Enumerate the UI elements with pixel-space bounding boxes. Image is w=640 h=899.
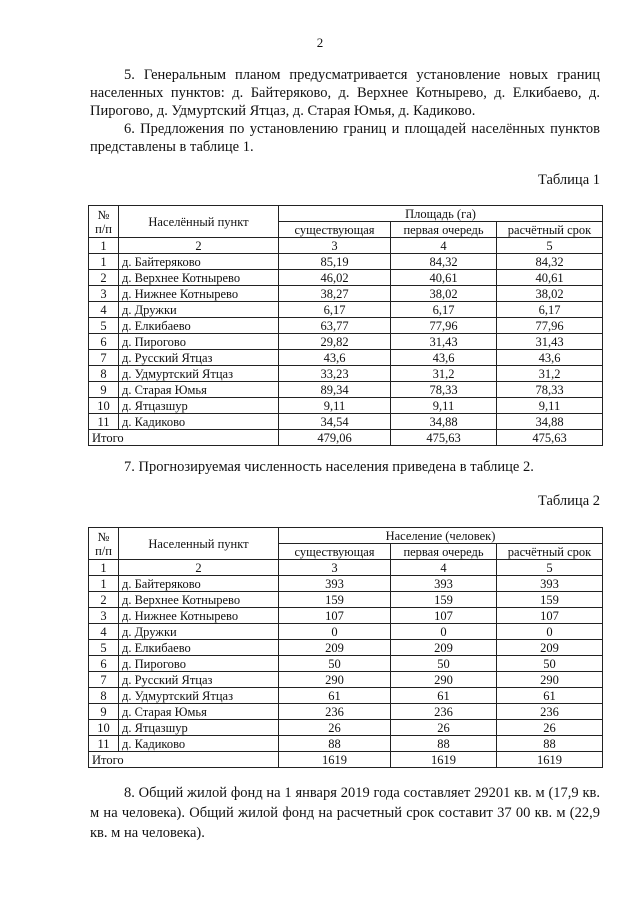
table-1-header-group: Площадь (га): [279, 206, 603, 222]
table-1-value-cell: 40,61: [497, 270, 603, 286]
table-2-value-cell: 159: [497, 592, 603, 608]
table-2-row: [89, 608, 603, 624]
table-2-row: [89, 624, 603, 640]
table-1-value-cell: 6,17: [279, 302, 391, 318]
table-2-header-row: [89, 528, 603, 544]
table-1-value-cell: 84,32: [497, 254, 603, 270]
table-2-num-cell: 5: [89, 640, 119, 656]
table-1-row: [89, 334, 603, 350]
table-1-value-cell: 9,11: [497, 398, 603, 414]
table-1-name-cell: д. Удмуртский Ятцаз: [119, 366, 279, 382]
table-1-value-cell: 85,19: [279, 254, 391, 270]
table-1-value-cell: 43,6: [391, 350, 497, 366]
table-1-value-cell: 78,33: [497, 382, 603, 398]
table-2-name-cell: д. Русский Ятцаз: [119, 672, 279, 688]
table-2-value-cell: 50: [279, 656, 391, 672]
table-2-total-cell: 1619: [391, 752, 497, 768]
table-1-name-cell: д. Дружки: [119, 302, 279, 318]
table-2-value-cell: 107: [391, 608, 497, 624]
table-2-row: [89, 704, 603, 720]
table-1-value-cell: 43,6: [279, 350, 391, 366]
table-2-value-cell: 393: [279, 576, 391, 592]
table-2-value-cell: 236: [391, 704, 497, 720]
table-1-value-cell: 43,6: [497, 350, 603, 366]
table-2-value-cell: 290: [391, 672, 497, 688]
table-1-row: [89, 254, 603, 270]
paragraph-8: [90, 783, 600, 843]
table-1-num-cell: 5: [89, 318, 119, 334]
table-1-value-cell: 6,17: [391, 302, 497, 318]
table-2-value-cell: 393: [497, 576, 603, 592]
table-2-num-cell: 9: [89, 704, 119, 720]
table-1-row: [89, 286, 603, 302]
table-2-header-col: расчётный срок: [497, 544, 603, 560]
table-2-value-cell: 61: [279, 688, 391, 704]
table-1-value-cell: 77,96: [391, 318, 497, 334]
table-1-total-cell: 479,06: [279, 430, 391, 446]
table-1-index-cell: 4: [391, 238, 497, 254]
table-2-value-cell: 50: [497, 656, 603, 672]
table-2-index-cell: 3: [279, 560, 391, 576]
table-1-header-row: [89, 206, 603, 222]
table-1-num-cell: 8: [89, 366, 119, 382]
table-2-value-cell: 159: [279, 592, 391, 608]
table-1-value-cell: 9,11: [279, 398, 391, 414]
table-2-value-cell: 209: [497, 640, 603, 656]
table-2-num-cell: 2: [89, 592, 119, 608]
table-2-value-cell: 26: [391, 720, 497, 736]
table-1-caption: Таблица 1: [537, 172, 600, 188]
table-2-header-col: существующая: [279, 544, 391, 560]
paragraph-7: [90, 458, 600, 476]
table-2-num-cell: 1: [89, 576, 119, 592]
table-2-num-cell: 11: [89, 736, 119, 752]
paragraph-7-text: 7. Прогнозируемая численность населения приведена в таблице 2.: [124, 459, 534, 475]
table-2-caption: Таблица 2: [537, 493, 600, 509]
table-1-header-col: первая очередь: [391, 222, 497, 238]
table-2-index-row: [89, 560, 603, 576]
table-2-name-cell: д. Нижнее Котнырево: [119, 608, 279, 624]
table-2-name-cell: д. Старая Юмья: [119, 704, 279, 720]
table-2-value-cell: 107: [497, 608, 603, 624]
table-1-value-cell: 9,11: [391, 398, 497, 414]
paragraph-5-text: 5. Генеральным планом предусматривается установление новых границ населенных пунктов: д. Байтеряково, д. Верхнее Котнырево, д. Елкибаево, д. Пирогово, д. Удмуртский Ятцаз, д. Старая Юмья, д. Кадиково.: [90, 67, 600, 119]
table-1-row: [89, 398, 603, 414]
table-2-value-cell: 159: [391, 592, 497, 608]
table-1-value-cell: 77,96: [497, 318, 603, 334]
table-2-num-cell: 7: [89, 672, 119, 688]
table-2-index-cell: 5: [497, 560, 603, 576]
table-2-row: [89, 688, 603, 704]
table-1-value-cell: 84,32: [391, 254, 497, 270]
table-1-name-cell: д. Кадиково: [119, 414, 279, 430]
table-2-value-cell: 393: [391, 576, 497, 592]
table-2-value-cell: 50: [391, 656, 497, 672]
table-1-value-cell: 33,23: [279, 366, 391, 382]
table-1: [88, 205, 603, 446]
table-2-name-cell: д. Удмуртский Ятцаз: [119, 688, 279, 704]
table-2-num-cell: 6: [89, 656, 119, 672]
table-2-total-cell: 1619: [279, 752, 391, 768]
table-2-row: [89, 640, 603, 656]
table-1-header-num: № п/п: [89, 206, 119, 238]
table-1-header-col: существующая: [279, 222, 391, 238]
table-1-name-cell: д. Елкибаево: [119, 318, 279, 334]
paragraph-6: [90, 120, 600, 156]
table-2-name-cell: д. Пирогово: [119, 656, 279, 672]
table-2-header-num: № п/п: [89, 528, 119, 560]
table-2-index-cell: 1: [89, 560, 119, 576]
table-1-num-cell: 3: [89, 286, 119, 302]
table-2-index-cell: 4: [391, 560, 497, 576]
table-2-name-cell: д. Ятцазшур: [119, 720, 279, 736]
table-1-value-cell: 34,88: [497, 414, 603, 430]
table-2-num-cell: 8: [89, 688, 119, 704]
table-1-value-cell: 38,02: [391, 286, 497, 302]
table-2-value-cell: 290: [497, 672, 603, 688]
table-1-num-cell: 11: [89, 414, 119, 430]
table-1-value-cell: 31,43: [497, 334, 603, 350]
table-1-value-cell: 31,2: [391, 366, 497, 382]
table-1-name-cell: д. Верхнее Котнырево: [119, 270, 279, 286]
table-1-row: [89, 302, 603, 318]
table-2-header-col: первая очередь: [391, 544, 497, 560]
table-1-value-cell: 6,17: [497, 302, 603, 318]
table-2-body: [89, 576, 603, 752]
table-1-num-cell: 7: [89, 350, 119, 366]
table-1-name-cell: д. Ятцазшур: [119, 398, 279, 414]
table-2-value-cell: 88: [391, 736, 497, 752]
table-2-value-cell: 88: [279, 736, 391, 752]
table-2-name-cell: д. Байтеряково: [119, 576, 279, 592]
table-1-total-label: Итого: [89, 430, 279, 446]
table-1-header-col: расчётный срок: [497, 222, 603, 238]
table-1-value-cell: 63,77: [279, 318, 391, 334]
paragraph-6-text: 6. Предложения по установлению границ и площадей населённых пунктов представлены в таблице 1.: [90, 121, 600, 155]
table-2-value-cell: 107: [279, 608, 391, 624]
table-2-value-cell: 61: [391, 688, 497, 704]
table-1-name-cell: д. Байтеряково: [119, 254, 279, 270]
table-1-total-row: [89, 430, 603, 446]
table-1-num-cell: 9: [89, 382, 119, 398]
table-1-value-cell: 78,33: [391, 382, 497, 398]
table-2-total-row: [89, 752, 603, 768]
table-2-row: [89, 720, 603, 736]
table-1-value-cell: 34,88: [391, 414, 497, 430]
table-1-value-cell: 38,27: [279, 286, 391, 302]
table-1-value-cell: 31,2: [497, 366, 603, 382]
table-1-num-cell: 6: [89, 334, 119, 350]
table-1-row: [89, 350, 603, 366]
table-1-index-cell: 3: [279, 238, 391, 254]
table-2-value-cell: 61: [497, 688, 603, 704]
table-1-index-cell: 1: [89, 238, 119, 254]
table-1-index-row: [89, 238, 603, 254]
table-1-name-cell: д. Пирогово: [119, 334, 279, 350]
table-2-value-cell: 209: [391, 640, 497, 656]
table-1-header-name: Населённый пункт: [119, 206, 279, 238]
table-2-name-cell: д. Дружки: [119, 624, 279, 640]
table-1-name-cell: д. Старая Юмья: [119, 382, 279, 398]
table-1-value-cell: 29,82: [279, 334, 391, 350]
table-2-name-cell: д. Верхнее Котнырево: [119, 592, 279, 608]
table-2-num-cell: 3: [89, 608, 119, 624]
table-1-index-cell: 2: [119, 238, 279, 254]
table-1-row: [89, 382, 603, 398]
table-2-value-cell: 26: [279, 720, 391, 736]
table-2-value-cell: 290: [279, 672, 391, 688]
table-2-num-cell: 4: [89, 624, 119, 640]
table-2-value-cell: 26: [497, 720, 603, 736]
table-2-total-label: Итого: [89, 752, 279, 768]
table-1-value-cell: 38,02: [497, 286, 603, 302]
table-1-num-cell: 2: [89, 270, 119, 286]
table-1-row: [89, 318, 603, 334]
table-1-value-cell: 40,61: [391, 270, 497, 286]
table-2-value-cell: 209: [279, 640, 391, 656]
paragraph-5: [90, 66, 600, 120]
table-2-value-cell: 236: [279, 704, 391, 720]
table-2-header-group: Население (человек): [279, 528, 603, 544]
page-number: 2: [316, 35, 324, 50]
table-1-body: [89, 254, 603, 430]
table-2-value-cell: 0: [279, 624, 391, 640]
table-1-name-cell: д. Русский Ятцаз: [119, 350, 279, 366]
table-1-num-cell: 1: [89, 254, 119, 270]
table-2-row: [89, 592, 603, 608]
table-2-value-cell: 88: [497, 736, 603, 752]
table-2: [88, 527, 603, 768]
table-2-header-name: Населенный пункт: [119, 528, 279, 560]
table-2-name-cell: д. Елкибаево: [119, 640, 279, 656]
table-2-name-cell: д. Кадиково: [119, 736, 279, 752]
table-2-row: [89, 656, 603, 672]
paragraph-8-text: 8. Общий жилой фонд на 1 января 2019 года составляет 29201 кв. м (17,9 кв. м на человека). Общий жилой фонд на расчетный срок составит 37 00 кв. м (22,9 кв. м на человека).: [90, 785, 600, 841]
table-1-value-cell: 34,54: [279, 414, 391, 430]
table-2-row: [89, 576, 603, 592]
table-1-num-cell: 4: [89, 302, 119, 318]
table-2-row: [89, 672, 603, 688]
table-1-value-cell: 46,02: [279, 270, 391, 286]
table-1-value-cell: 89,34: [279, 382, 391, 398]
table-2-total-cell: 1619: [497, 752, 603, 768]
table-2-value-cell: 236: [497, 704, 603, 720]
table-2-value-cell: 0: [497, 624, 603, 640]
table-2-value-cell: 0: [391, 624, 497, 640]
table-1-row: [89, 270, 603, 286]
table-1-total-cell: 475,63: [497, 430, 603, 446]
table-1-row: [89, 366, 603, 382]
table-1-num-cell: 10: [89, 398, 119, 414]
table-1-index-cell: 5: [497, 238, 603, 254]
table-1-row: [89, 414, 603, 430]
table-1-total-cell: 475,63: [391, 430, 497, 446]
table-1-name-cell: д. Нижнее Котнырево: [119, 286, 279, 302]
table-2-index-cell: 2: [119, 560, 279, 576]
table-1-value-cell: 31,43: [391, 334, 497, 350]
table-2-row: [89, 736, 603, 752]
table-2-num-cell: 10: [89, 720, 119, 736]
